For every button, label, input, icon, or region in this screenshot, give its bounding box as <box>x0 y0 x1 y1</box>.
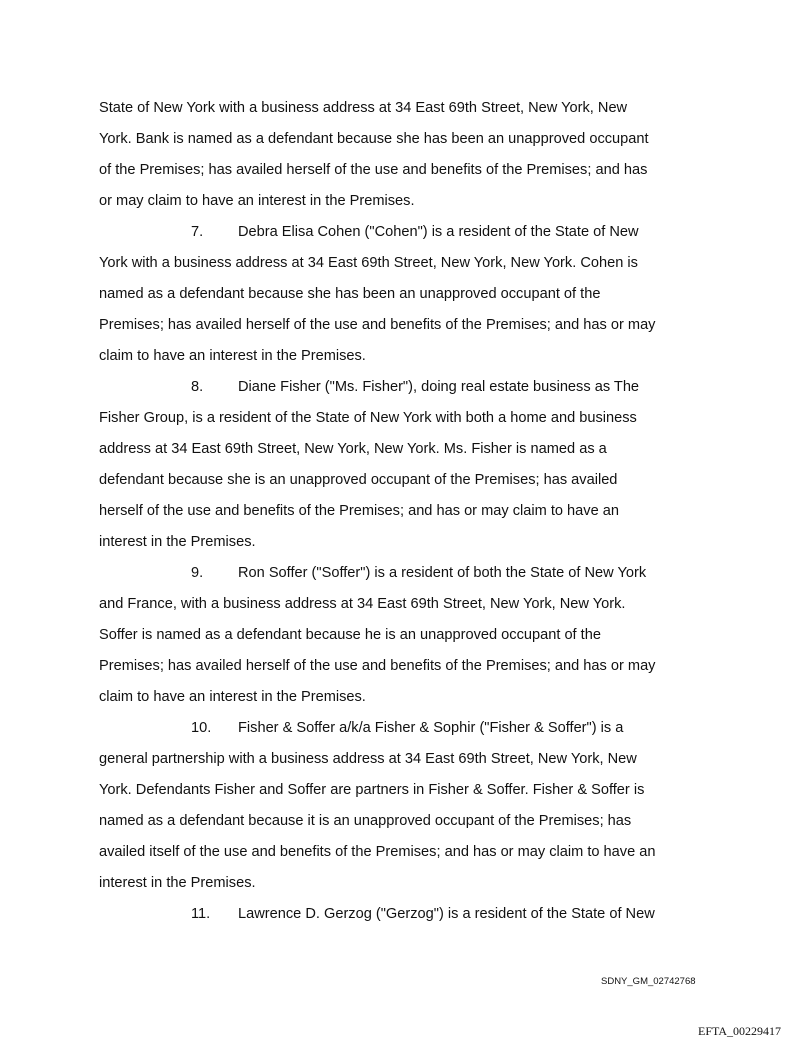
text-line: York. Defendants Fisher and Soffer are partners in Fisher & Soffer. Fisher & Soffer is <box>99 782 645 798</box>
text-line: or may claim to have an interest in the Premises. <box>99 193 415 209</box>
text-line: Soffer is named as a defendant because he is an unapproved occupant of the <box>99 627 601 643</box>
paragraph-number: 10. <box>191 720 212 736</box>
paragraph-number: 9. <box>191 565 204 581</box>
text-line: Premises; has availed herself of the use and benefits of the Premises; and has or may <box>99 658 656 674</box>
text-line: general partnership with a business address at 34 East 69th Street, New York, New <box>99 751 637 767</box>
paragraph-number: 7. <box>191 224 204 240</box>
paragraph-first-line: Diane Fisher ("Ms. Fisher"), doing real estate business as The <box>238 379 640 395</box>
text-line: Premises; has availed herself of the use and benefits of the Premises; and has or may <box>99 317 656 333</box>
text-line: York with a business address at 34 East 69th Street, New York, New York. Cohen is <box>99 255 638 271</box>
text-line: State of New York with a business address at 34 East 69th Street, New York, New <box>99 100 628 116</box>
text-line: interest in the Premises. <box>99 875 256 891</box>
paragraph-first-line: Fisher & Soffer a/k/a Fisher & Sophir ("Fisher & Soffer") is a <box>238 720 624 736</box>
bates-number-efta: EFTA_00229417 <box>698 1024 782 1038</box>
paragraph-number: 8. <box>191 379 204 395</box>
paragraph-number: 11. <box>191 906 211 922</box>
text-line: named as a defendant because she has been an unapproved occupant of the <box>99 286 601 302</box>
paragraph-first-line: Lawrence D. Gerzog ("Gerzog") is a resident of the State of New <box>238 906 655 922</box>
text-line: address at 34 East 69th Street, New York, New York. Ms. Fisher is named as a <box>99 441 607 457</box>
paragraph-first-line: Ron Soffer ("Soffer") is a resident of both the State of New York <box>238 565 647 581</box>
text-line: named as a defendant because it is an unapproved occupant of the Premises; has <box>99 813 632 829</box>
text-line: defendant because she is an unapproved occupant of the Premises; has availed <box>99 472 618 488</box>
bates-number-sdny: SDNY_GM_02742768 <box>601 976 696 987</box>
text-line: claim to have an interest in the Premises. <box>99 348 366 364</box>
text-line: of the Premises; has availed herself of the use and benefits of the Premises; and has <box>99 162 648 178</box>
text-line: claim to have an interest in the Premises. <box>99 689 366 705</box>
text-line: and France, with a business address at 34 East 69th Street, New York, New York. <box>99 596 626 612</box>
text-line: availed itself of the use and benefits of the Premises; and has or may claim to have an <box>99 844 656 860</box>
text-line: Fisher Group, is a resident of the State of New York with both a home and business <box>99 410 637 426</box>
paragraph-first-line: Debra Elisa Cohen ("Cohen") is a resident of the State of New <box>238 224 639 240</box>
text-line: herself of the use and benefits of the Premises; and has or may claim to have an <box>99 503 619 519</box>
text-line: interest in the Premises. <box>99 534 256 550</box>
text-line: York. Bank is named as a defendant because she has been an unapproved occupant <box>99 131 649 147</box>
